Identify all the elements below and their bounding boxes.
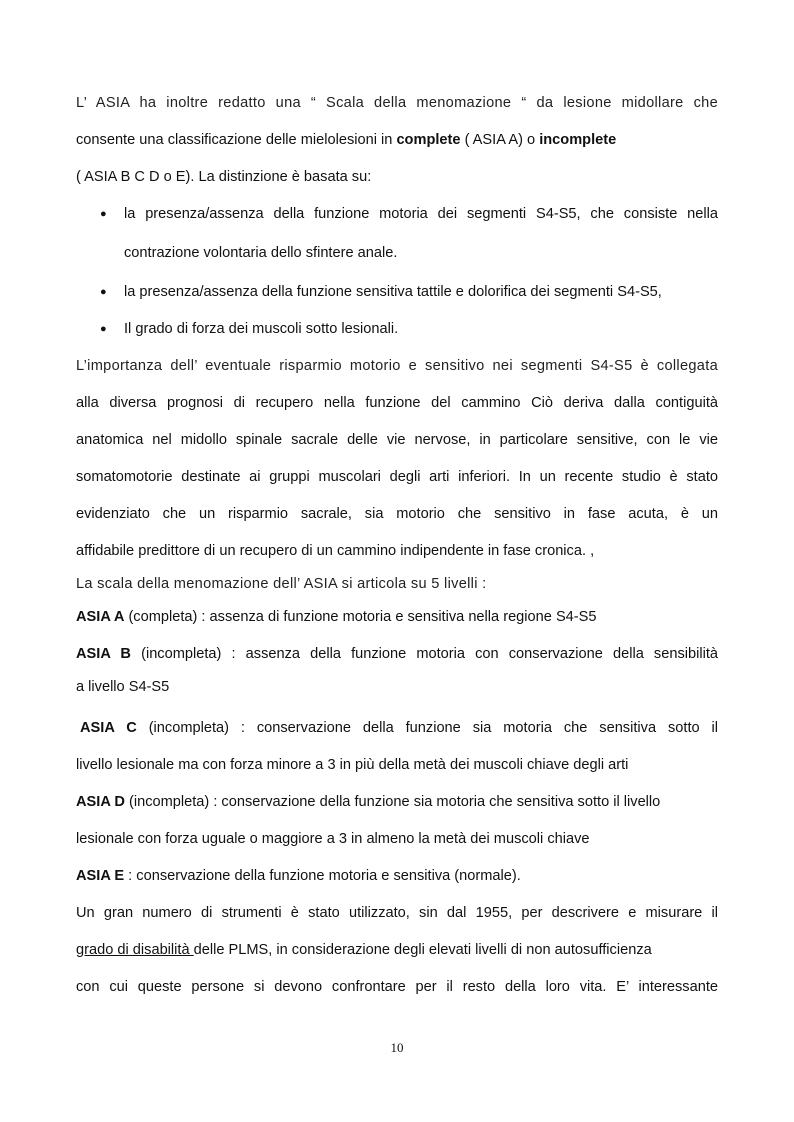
asia-c-text: (incompleta) : conservazione della funzione sia motoria che sensitiva sotto il [136,720,718,736]
asia-e-text: : conservazione della funzione motoria e sensitiva (normale). [124,868,521,884]
paragraph-line: ( ASIA B C D o E). La distinzione è basata su: [76,169,372,185]
asia-a-text: (completa) : assenza di funzione motoria e sensitiva nella regione S4-S5 [124,609,597,625]
asia-d-label: ASIA D [76,794,125,810]
asia-d-continuation: lesionale con forza uguale o maggiore a 3 in almeno la metà dei muscoli chiave [76,831,590,847]
paragraph-line: affidabile predittore di un recupero di un cammino indipendente in fase cronica. , [76,543,595,559]
bullet-icon: ● [100,323,107,335]
paragraph-line: Un gran numero di strumenti è stato utilizzato, sin dal 1955, per descrivere e misurare il [76,905,718,921]
list-item-text: Il grado di forza dei muscoli sotto lesionali. [124,321,399,337]
asia-a-label: ASIA A [76,609,125,625]
list-item [76,199,718,238]
paragraph-line: con cui queste persone si devono confrontare per il resto della loro vita. E’ interessante [76,979,718,995]
paragraph-line: L’ ASIA ha inoltre redatto una “ Scala della menomazione “ da lesione midollare che [76,95,718,111]
asia-d-line [76,787,718,824]
bold-term-incomplete: incomplete [539,132,617,148]
list-item-text: la presenza/assenza della funzione motoria dei segmenti S4-S5, che consiste nella [124,206,718,222]
asia-b-line [76,639,718,672]
bullet-icon: ● [100,286,107,298]
list-item [76,277,718,314]
page-body [76,88,718,1009]
underlined-phrase: grado di disabilità [76,942,194,958]
asia-c-line [76,713,718,750]
paragraph-line [76,935,718,972]
asia-c-label: ASIA C [80,720,137,736]
list-item [76,314,718,351]
asia-c-continuation: livello lesionale ma con forza minore a 3 in più della metà dei muscoli chiave degli arti [76,757,629,773]
paragraph-line: alla diversa prognosi di recupero nella funzione del cammino Ciò deriva dalla contiguità [76,395,718,411]
asia-b-label: ASIA B [76,646,131,662]
list-item-continuation: contrazione volontaria dello sfintere anale. [124,245,398,261]
asia-e-line [76,861,718,898]
asia-e-label: ASIA E [76,868,125,884]
page-number: 10 [390,1040,404,1055]
bold-term-complete: complete [396,132,461,148]
paragraph-line: evidenziato che un risparmio sacrale, sia motorio che sensitivo in fase acuta, è un [76,506,718,522]
text-span: ( ASIA A) o [460,132,540,148]
scala-intro: La scala della menomazione dell’ ASIA si articola su 5 livelli : [76,576,487,592]
list-item-text: la presenza/assenza della funzione sensitiva tattile e dolorifica dei segmenti S4-S5, [124,284,662,300]
asia-b-text: (incompleta) : assenza della funzione motoria con conservazione della sensibilità [130,646,718,662]
paragraph-line: somatomotorie destinate ai gruppi muscolari degli arti inferiori. In un recente studio è stato [76,469,718,485]
paragraph-line [76,125,718,162]
asia-d-text: (incompleta) : conservazione della funzione sia motoria che sensitiva sotto il livello [124,794,661,810]
paragraph-line: anatomica nel midollo spinale sacrale delle vie nervose, in particolare sensitive, con le vie [76,432,718,448]
paragraph-line: L’importanza dell’ eventuale risparmio motorio e sensitivo nei segmenti S4-S5 è collegata [76,358,718,374]
asia-a-line [76,602,718,639]
text-span: consente una classificazione delle mielolesioni in [76,132,397,148]
bullet-icon: ● [100,208,107,220]
text-span: delle PLMS, in considerazione degli elevati livelli di non autosufficienza [193,942,652,958]
asia-b-continuation: a livello S4-S5 [76,679,170,695]
